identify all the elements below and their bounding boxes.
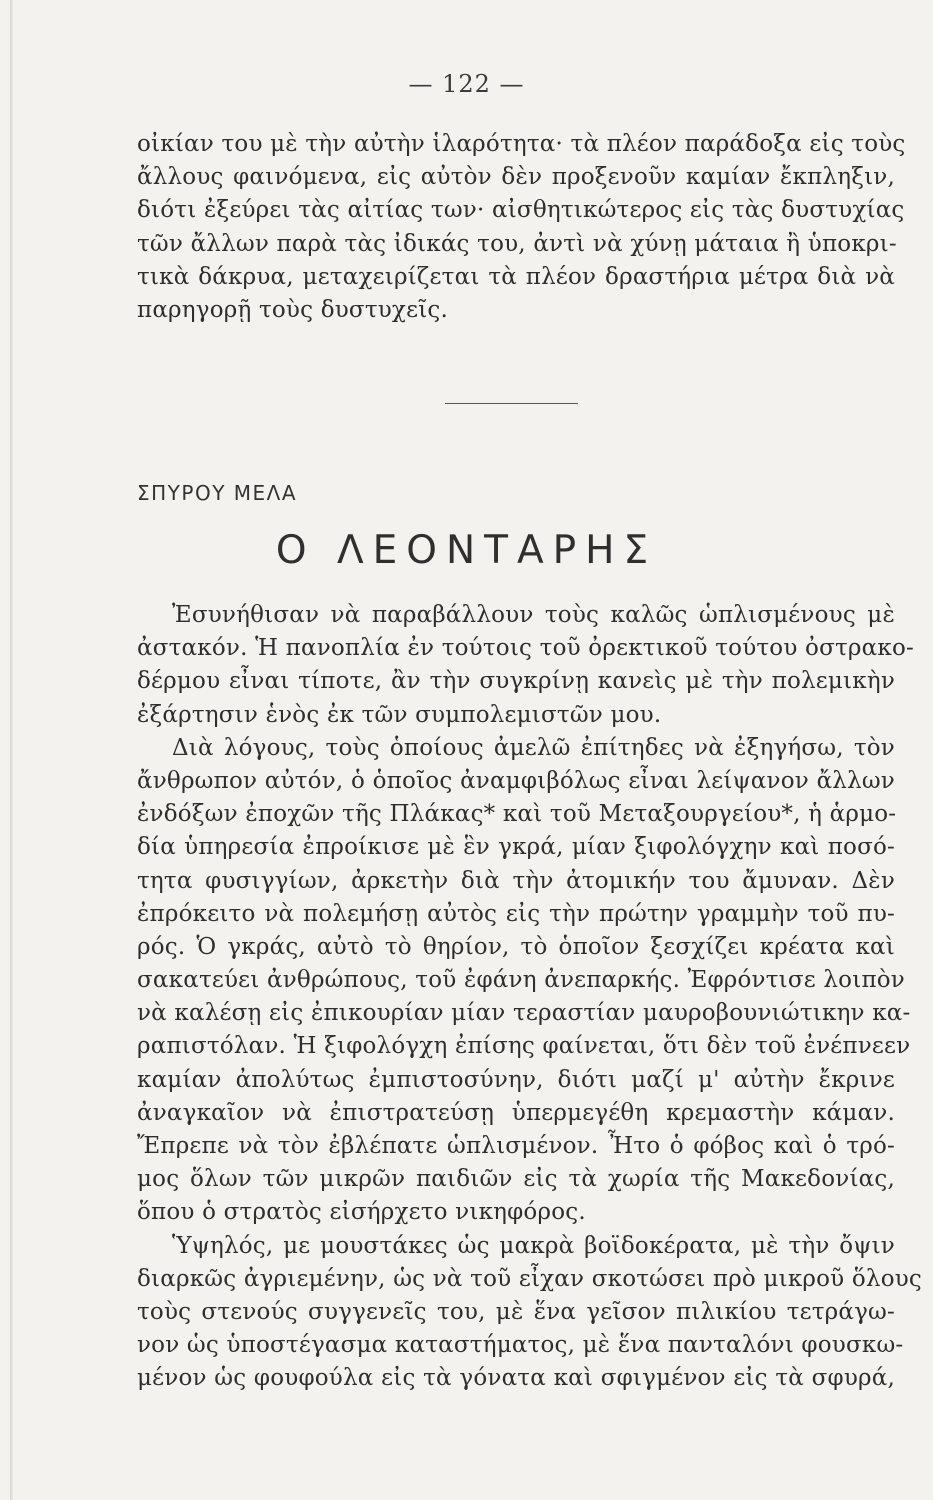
text-line: τητα φυσιγγίων, ἀρκετὴν διὰ τὴν ἀτομικήν του ἄμυναν. Δὲν xyxy=(137,867,895,894)
text-line: διότι ἐξεύρει τὰς αἰτίας των· αἰσθητικώτερος εἰς τὰς δυστυχίας xyxy=(137,197,905,224)
author-name: ΣΠΥΡΟΥ ΜΕΛΑ xyxy=(137,481,298,505)
text-line: τῶν ἄλλων παρὰ τὰς ἰδικάς του, ἀντὶ νὰ χύνῃ μάταια ἢ ὑποκρι- xyxy=(137,230,897,257)
page-number: — 122 — xyxy=(408,70,525,98)
text-line: ἐπρόκειτο νὰ πολεμήσῃ αὐτὸς εἰς τὴν πρώτην γραμμὴν τοῦ πυ- xyxy=(137,900,895,927)
text-line: παρηγορῇ τοὺς δυστυχεῖς. xyxy=(137,296,448,323)
text-line: Ὑψηλός, με μουστάκες ὡς μακρὰ βοϊδοκέρατα, μὲ τὴν ὄψιν xyxy=(172,1232,895,1259)
text-line: Ἐσυνήθισαν νὰ παραβάλλουν τοὺς καλῶς ὡπλισμένους μὲ xyxy=(172,602,895,628)
text-line: μος ὅλων τῶν μικρῶν παιδιῶν εἰς τὰ χωρία τῆς Μακεδονίας, xyxy=(137,1166,895,1193)
text-line: ὅπου ὁ στρατὸς εἰσήρχετο νικηφόρος. xyxy=(137,1199,586,1226)
intro-paragraph xyxy=(137,128,906,327)
text-line: διαρκῶς ἀγριεμένην, ὡς νὰ τοῦ εἶχαν σκοτώσει πρὸ μικροῦ ὅλους xyxy=(137,1265,923,1292)
text-line: τικὰ δάκρυα, μεταχειρίζεται τὰ πλέον δραστήρια μέτρα διὰ νὰ xyxy=(137,263,895,290)
text-line: οἰκίαν του μὲ τὴν αὐτὴν ἱλαρότητα· τὰ πλέον παράδοξα εἰς τοὺς xyxy=(137,131,906,157)
text-line: ρός. Ὁ γκράς, αὐτὸ τὸ θηρίον, τὸ ὁποῖον ξεσχίζει κρέατα καὶ xyxy=(137,933,895,960)
text-line: δία ὑπηρεσία ἐπροίκισε μὲ ἓν γκρά, μίαν ξιφολόγχην καὶ ποσό- xyxy=(137,834,895,861)
text-line: ἐνδόξων ἐποχῶν τῆς Πλάκας* καὶ τοῦ Μεταξουργείου*, ἡ ἁρμο- xyxy=(137,801,897,828)
text-line: ἄνθρωπον αὐτόν, ὁ ὁποῖος ἀναμφιβόλως εἶναι λείψανον ἄλλων xyxy=(137,767,895,794)
text-line: ἀναγκαῖον νὰ ἐπιστρατεύσῃ ὑπερμεγέθη κρεμαστὴν κάμαν. xyxy=(137,1099,895,1126)
text-line: δέρμου εἶναι τίποτε, ἂν τὴν συγκρίνῃ κανεὶς μὲ τὴν πολεμικὴν xyxy=(137,668,895,695)
story-title: Ο ΛΕΟΝΤΑΡΗΣ xyxy=(275,528,658,573)
text-line: νον ὡς ὑποστέγασμα καταστήματος, μὲ ἕνα πανταλόνι φουσκω- xyxy=(137,1332,904,1359)
text-line: ἄλλους φαινόμενα, εἰς αὐτὸν δὲν προξενοῦν καμίαν ἔκπληξιν, xyxy=(137,164,895,191)
story-body xyxy=(137,599,923,1396)
text-line: καμίαν ἀπολύτως ἐμπιστοσύνην, διότι μαζί μ' αὐτὴν ἔκρινε xyxy=(137,1066,895,1093)
text-line: μένον ὡς φουφούλα εἰς τὰ γόνατα καὶ σφιγμένον εἰς τὰ σφυρά, xyxy=(137,1365,895,1392)
text-line: σακατεύει ἀνθρώπους, τοῦ ἐφάνη ἀνεπαρκής. Ἐφρόντισε λοιπὸν xyxy=(137,967,905,994)
text-line: ἐξάρτησιν ἑνὸς ἐκ τῶν συμπολεμιστῶν μου. xyxy=(137,701,662,728)
text-line: νὰ καλέσῃ εἰς ἐπικουρίαν μίαν τεραστίαν μαυροβουνιώτικην κα- xyxy=(137,1000,911,1027)
text-line: τοὺς στενούς συγγενεῖς του, μὲ ἕνα γεῖσον πιλικίου τετράγω- xyxy=(137,1298,895,1325)
text-line: Ἔπρεπε νὰ τὸν ἐβλέπατε ὡπλισμένον. Ἦτο ὁ φόβος καὶ ὁ τρό- xyxy=(137,1133,895,1159)
section-separator xyxy=(445,403,578,404)
text-line: ἀστακόν. Ἡ πανοπλία ἐν τούτοις τοῦ ὀρεκτικοῦ τούτου ὀστρακο- xyxy=(137,635,914,662)
page-binding-edge xyxy=(10,0,13,1500)
text-line: ραπιστόλαν. Ἡ ξιφολόγχη ἐπίσης φαίνεται, ὅτι δὲν τοῦ ἐνέπνεεν xyxy=(137,1033,911,1060)
text-line: Διὰ λόγους, τοὺς ὁποίους ἀμελῶ ἐπίτηδες νὰ ἐξηγήσω, τὸν xyxy=(172,734,895,761)
